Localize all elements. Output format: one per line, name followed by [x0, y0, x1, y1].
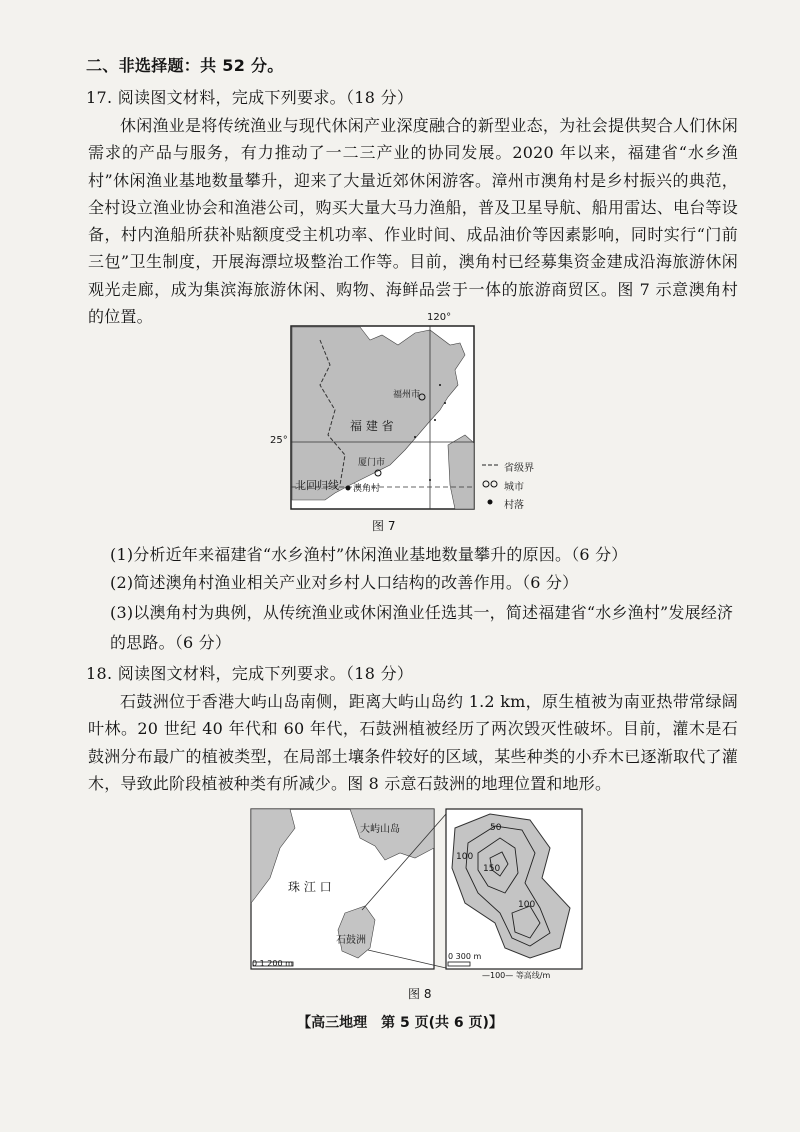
legend-city-symbol — [491, 481, 497, 487]
fuzhou-label: 福州市 — [393, 390, 421, 400]
island-dot — [439, 384, 441, 386]
aojiao-label: 澳角村 — [353, 484, 381, 494]
page-footer: 【高三地理 第 5 页(共 6 页)】 — [297, 1015, 503, 1031]
q18-heading: 18. 阅读图文材料，完成下列要求。（18 分） — [86, 664, 414, 683]
shiguzhou-map-graphic — [250, 808, 585, 983]
province-label: 福 建 省 — [350, 419, 394, 433]
island-dot — [429, 479, 431, 481]
contour-label-100: 100 — [456, 852, 474, 862]
island-dot — [444, 402, 446, 404]
figure-7-caption: 图 7 — [372, 519, 396, 533]
section-title: 二、非选择题：共 52 分。 — [86, 56, 284, 75]
q18-paragraph: 石鼓洲位于香港大屿山岛南侧，距离大屿山岛约 1.2 km，原生植被为南亚热带常绿阔叶林。20 世纪 40 年代和 60 年代，石鼓洲植被经历了两次毁灭性破坏。目前，灌木是石鼓洲分布最广的植被类型，在局部土壤条件较好的区域，某些种类的小乔木已逐渐取代了灌木，导致此阶段植被种类有所减少。图 8 示意石鼓洲的地理位置和地形。 — [88, 692, 738, 793]
scale-right-label: 0 300 m — [448, 952, 482, 961]
tropic-label: 北回归线 — [295, 479, 339, 492]
legend-village-symbol — [488, 500, 493, 505]
xiamen-label: 厦门市 — [358, 458, 386, 468]
contour-legend: —100— 等高线/m — [482, 971, 551, 980]
legend-village-label: 村落 — [504, 500, 524, 511]
q17-heading: 17. 阅读图文材料，完成下列要求。（18 分） — [86, 88, 414, 107]
legend-boundary-label: 省级界 — [504, 463, 534, 474]
q17-subquestion-3: (3)以澳角村为典例，从传统渔业或休闲渔业任选其一，简述福建省“水乡渔村”发展经济的思路。（6 分） — [110, 603, 734, 652]
lon-label: 120° — [427, 312, 452, 323]
lat-label: 25° — [270, 435, 288, 446]
contour-label-100-south: 100 — [518, 900, 536, 910]
q17-subquestion-2: (2)简述澳角村渔业相关产业对乡村人口结构的改善作用。（6 分） — [110, 573, 579, 592]
contour-label-50: 50 — [490, 823, 502, 833]
aojiao-village-marker — [346, 486, 351, 491]
figure-8-caption: 图 8 — [408, 987, 432, 1001]
pearl-mouth-label: 珠 江 口 — [288, 880, 332, 894]
island-dot — [434, 419, 436, 421]
q17-subquestion-1: (1)分析近年来福建省“水乡渔村”休闲渔业基地数量攀升的原因。（6 分） — [110, 545, 628, 564]
island-dot — [414, 436, 416, 438]
lantau-label: 大屿山岛 — [360, 824, 400, 835]
legend-city-label: 城市 — [504, 482, 524, 493]
legend-city-symbol — [483, 481, 489, 487]
figure-7-legend — [480, 458, 560, 518]
q17-paragraph: 休闲渔业是将传统渔业与现代休闲产业深度融合的新型业态，为社会提供契合人们休闲需求的产品与服务，有力推动了一二三产业的协同发展。2020 年以来，福建省“水乡渔村”休闲渔业基地数量攀升，迎来了大量近郊休闲游客。漳州市澳角村是乡村振兴的典范，全村设立渔业协会和渔港公司，购买大量大马力渔船，普及卫星导航、船用雷达、电台等设备，村内渔船所获补贴额度受主机功率、作业时间、成品油价等因素影响，同时实行“门前三包”卫生制度，开展海漂垃圾整治工作等。目前，澳角村已经募集资金建成沿海旅游休闲观光走廊，成为集滨海旅游休闲、购物、海鲜品尝于一体的旅游商贸区。图 7 示意澳角村的位置。 — [88, 116, 738, 327]
shiguzhou-label: 石鼓洲 — [336, 935, 366, 946]
scale-left-label: 0 1 200 m — [252, 959, 293, 968]
figure-7-map — [270, 312, 475, 510]
contour-label-150: 150 — [483, 864, 501, 874]
figure-8-map — [250, 808, 585, 983]
